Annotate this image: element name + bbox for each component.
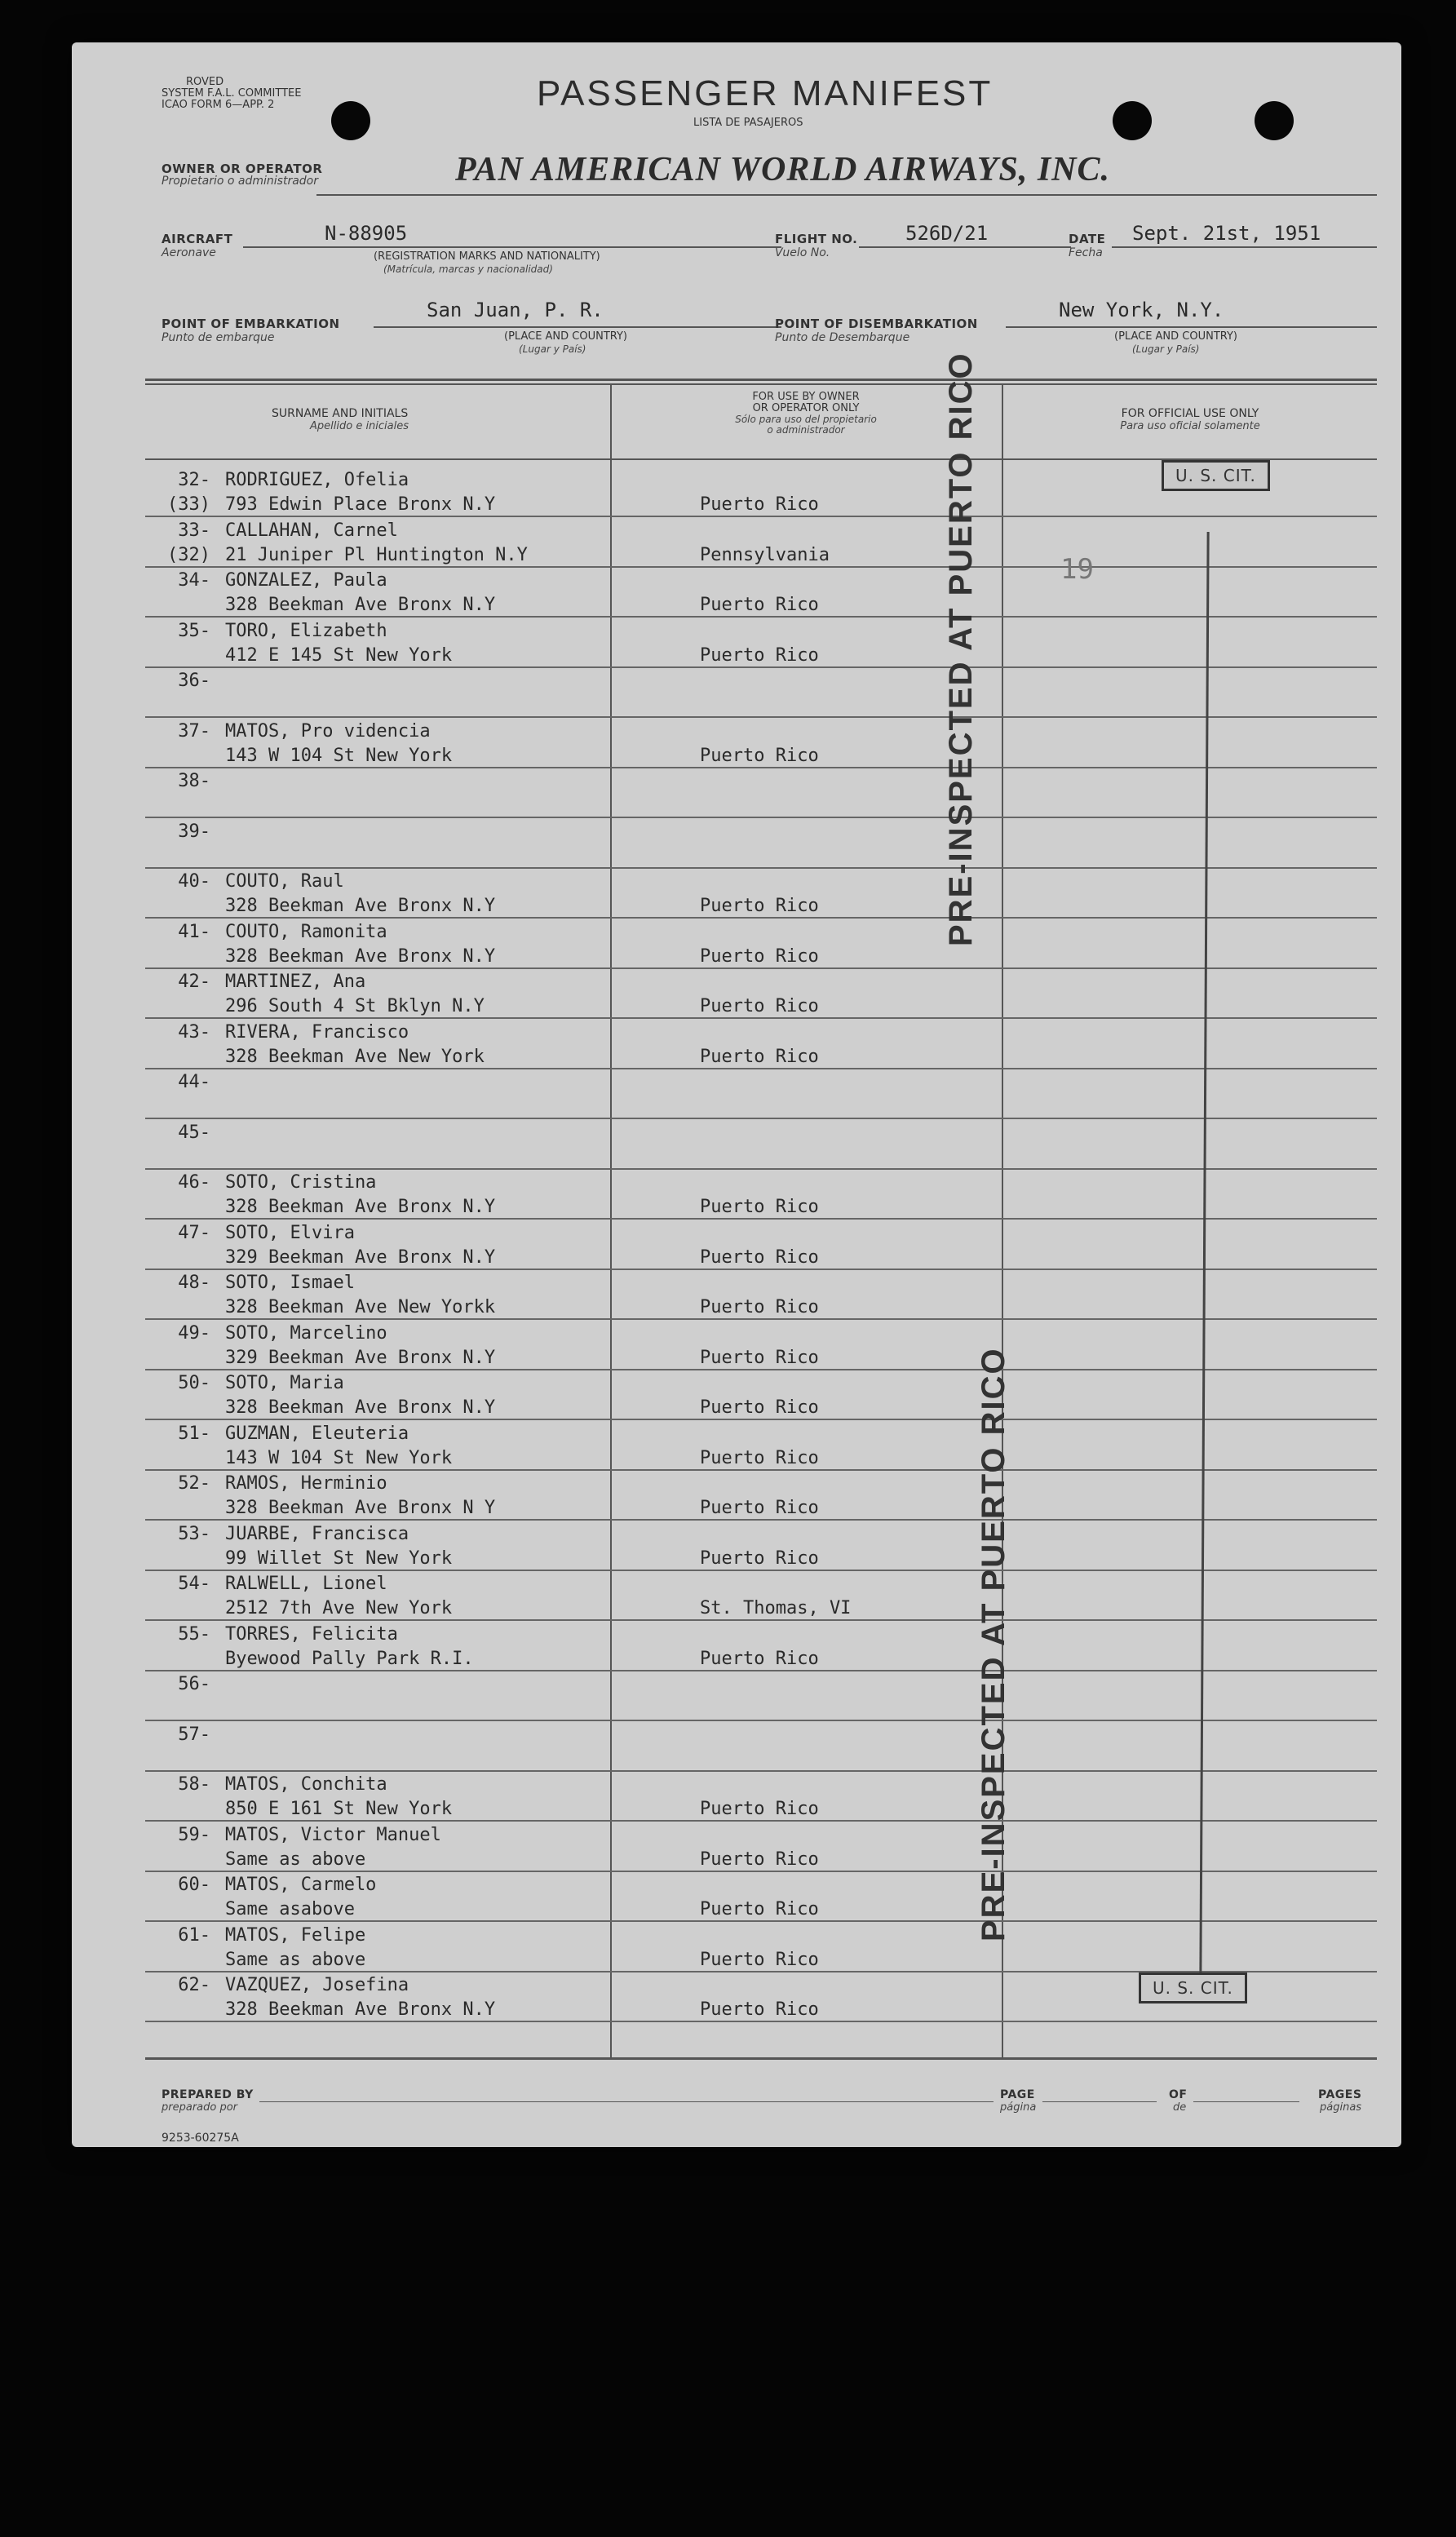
row-number: 35- [178,620,210,641]
row-rule [145,1318,1377,1320]
passenger-name: MATOS, Conchita [225,1774,387,1795]
us-citizen-stamp-bottom: U. S. CIT. [1139,1972,1247,2003]
passenger-name: RODRIGUEZ, Ofelia [225,470,409,490]
passenger-origin: Puerto Rico [700,494,819,515]
date-underline [1112,246,1377,248]
row-number: 60- [178,1875,210,1895]
row-number: 36- [178,671,210,691]
passenger-name: MATOS, Felipe [225,1924,366,1946]
row-number: 61- [178,1924,210,1946]
passenger-origin: Puerto Rico [700,1547,819,1569]
embark-label-es: Punto de embarque [162,331,275,344]
airline-name: PAN AMERICAN WORLD AIRWAYS, INC. [455,151,1111,188]
passenger-address: 329 Beekman Ave Bronx N.Y [225,1347,496,1368]
row-number: 53- [178,1523,210,1544]
passenger-address: 412 E 145 St New York [225,644,453,666]
form-code: 9253-60275A [162,2132,239,2145]
page-label-es: página [1000,2101,1037,2114]
embark-caption-es: (Lugar y País) [519,343,586,355]
embark-underline [374,326,781,328]
aircraft-caption: (REGISTRATION MARKS AND NATIONALITY) [374,250,600,263]
preinspected-stamp-1: PRE-INSPECTED AT PUERTO RICO [943,352,979,946]
passenger-address: 328 Beekman Ave Bronx N.Y [225,1397,496,1418]
official-tick-line [1199,532,1209,1976]
row-number: 32- [178,470,210,490]
row-rule [145,1519,1377,1521]
pages-label-es: páginas [1320,2101,1362,2114]
passenger-address: Same as above [225,1849,366,1870]
row-number: 33- [178,520,210,541]
page-underline [1042,2101,1157,2102]
passenger-address: 328 Beekman Ave Bronx N.Y [225,1999,496,2020]
table-top-rule-1 [145,379,1377,381]
passenger-origin: Puerto Rico [700,1498,819,1518]
embark-caption: (PLACE AND COUNTRY) [504,330,628,343]
passenger-address: 2512 7th Ave New York [225,1598,453,1618]
passenger-name: MATOS, Pro videncia [225,720,431,742]
passenger-address: Byewood Pally Park R.I. [225,1648,474,1669]
passenger-address: 328 Beekman Ave New Yorkk [225,1297,496,1317]
row-rule [145,1068,1377,1069]
row-rule [145,1218,1377,1220]
row-rule [145,867,1377,869]
row-rule [145,1017,1377,1019]
owner-label-es: Propietario o administrador [162,175,318,188]
row-rule [145,1920,1377,1922]
passenger-origin: Puerto Rico [700,1197,819,1217]
of-underline [1193,2101,1299,2102]
passenger-name: SOTO, Cristina [225,1172,377,1193]
row-rule [145,817,1377,818]
prepared-by-label: PREPARED BY [162,2088,254,2101]
passenger-address: 328 Beekman Ave Bronx N.Y [225,1197,496,1217]
manifest-sheet [72,42,1401,2147]
of-label: OF [1169,2088,1188,2101]
row-number: 51- [178,1423,210,1444]
passenger-name: RIVERA, Francisco [225,1021,409,1043]
row-rule [145,1469,1377,1471]
approval-line2: SYSTEM F.A.L. COMMITTEE [162,87,302,100]
passenger-name: MATOS, Victor Manuel [225,1824,441,1845]
row-number: 44- [178,1072,210,1092]
punch-hole-right-2 [1255,101,1294,140]
table-top-rule-2 [145,383,1377,385]
passenger-name: TORRES, Felicita [225,1623,398,1645]
embark-label: POINT OF EMBARKATION [162,317,340,331]
disembark-caption-es: (Lugar y País) [1132,343,1200,355]
passenger-name: RAMOS, Herminio [225,1473,387,1494]
us-citizen-stamp-top: U. S. CIT. [1162,460,1270,491]
row-number: 54- [178,1574,210,1594]
row-number: 47- [178,1222,210,1243]
row-number: 49- [178,1322,210,1344]
date-value: Sept. 21st, 1951 [1132,222,1321,245]
row-number: 48- [178,1273,210,1293]
row-rule [145,917,1377,919]
passenger-origin: Puerto Rico [700,1246,819,1268]
passenger-name: JUARBE, Francisca [225,1523,409,1544]
passenger-origin: Puerto Rico [700,996,819,1016]
passenger-origin: Puerto Rico [700,945,819,967]
passenger-origin: Puerto Rico [700,1999,819,2020]
passenger-name: SOTO, Ismael [225,1273,355,1293]
row-rule [145,1619,1377,1621]
passenger-name: GONZALEZ, Paula [225,570,387,591]
date-label-es: Fecha [1069,246,1103,259]
row-rule [145,1168,1377,1170]
col3-title-es: Para uso oficial solamente [1120,420,1260,432]
row-rule [145,1720,1377,1721]
row-number: 55- [178,1623,210,1645]
passenger-origin: Puerto Rico [700,1899,819,1919]
passenger-address: 99 Willet St New York [225,1547,453,1569]
passenger-address: 328 Beekman Ave Bronx N Y [225,1498,496,1518]
preinspected-stamp-2: PRE-INSPECTED AT PUERTO RICO [976,1347,1011,1941]
row-number: 37- [178,720,210,742]
manifest-title: PASSENGER MANIFEST [537,73,994,113]
passenger-address: 793 Edwin Place Bronx N.Y [225,494,496,515]
row-number: 34- [178,570,210,591]
passenger-name: COUTO, Ramonita [225,921,387,942]
passenger-origin: Puerto Rico [700,644,819,666]
disembark-label: POINT OF DISEMBARKATION [775,317,978,331]
manifest-title-es: LISTA DE PASAJEROS [693,117,803,129]
row-rule [145,1770,1377,1772]
row-number: 43- [178,1021,210,1043]
col1-title: SURNAME AND INITIALS [272,407,409,420]
col2-line2: OR OPERATOR ONLY [752,402,860,414]
passenger-origin: Puerto Rico [700,1397,819,1418]
official-count: 19 [1060,553,1094,586]
passenger-origin: Puerto Rico [700,896,819,916]
row-rule [145,1820,1377,1822]
passenger-address: 329 Beekman Ave Bronx N.Y [225,1246,496,1268]
row-number: 62- [178,1975,210,1995]
flight-value: 526D/21 [905,222,989,245]
col2-line1: FOR USE BY OWNER [752,391,860,403]
row-rule [145,1570,1377,1571]
punch-hole-right-1 [1113,101,1152,140]
row-rule [145,1670,1377,1671]
passenger-name: VAZQUEZ, Josefina [225,1975,409,1995]
col2-line4: o administrador [767,424,845,436]
approval-line1: ROVED [186,76,224,88]
passenger-name: SOTO, Elvira [225,1222,355,1243]
passenger-origin: Puerto Rico [700,1799,819,1819]
passenger-origin: Puerto Rico [700,595,819,615]
disembark-caption: (PLACE AND COUNTRY) [1114,330,1238,343]
row-number: 42- [178,972,210,992]
row-rule [145,716,1377,718]
row-alt-number: (33) [167,494,210,515]
passenger-address: 296 South 4 St Bklyn N.Y [225,996,485,1016]
row-number: 46- [178,1172,210,1193]
passenger-origin: Pennsylvania [700,544,830,565]
flight-label-es: Vuelo No. [775,246,830,259]
disembark-value: New York, N.Y. [1059,299,1224,321]
passenger-origin: Puerto Rico [700,1949,819,1970]
col2-line3: Sólo para uso del propietario [735,414,877,425]
passenger-address: 328 Beekman Ave New York [225,1046,485,1067]
prepared-by-label-es: preparado por [162,2101,238,2114]
passenger-address: 328 Beekman Ave Bronx N.Y [225,896,496,916]
passenger-address: Same asabove [225,1899,355,1919]
row-alt-number: (32) [167,544,210,565]
passenger-origin: Puerto Rico [700,1347,819,1368]
passenger-origin: Puerto Rico [700,1046,819,1067]
row-rule [145,967,1377,969]
row-number: 59- [178,1824,210,1845]
date-label: DATE [1069,232,1106,246]
passenger-name: MATOS, Carmelo [225,1875,377,1895]
row-rule [145,616,1377,618]
page-label: PAGE [1000,2088,1035,2101]
approval-block [162,77,301,111]
row-number: 38- [178,771,210,791]
aircraft-underline [243,246,781,248]
passenger-name: COUTO, Raul [225,871,344,892]
flight-underline [859,246,1071,248]
aircraft-value: N-88905 [325,222,408,245]
passenger-address: 328 Beekman Ave Bronx N.Y [225,595,496,615]
passenger-address: 328 Beekman Ave Bronx N.Y [225,945,496,967]
owner-underline [316,194,1377,196]
aircraft-label: AIRCRAFT [162,232,233,246]
row-rule [145,666,1377,668]
passenger-origin: Puerto Rico [700,745,819,766]
passenger-name: GUZMAN, Eleuteria [225,1423,409,1444]
passenger-origin: St. Thomas, VI [700,1598,852,1618]
approval-line3: ICAO FORM 6—APP. 2 [162,99,275,111]
passenger-name: RALWELL, Lionel [225,1574,387,1594]
aircraft-label-es: Aeronave [162,246,216,259]
passenger-address: 21 Juniper Pl Huntington N.Y [225,544,528,565]
col3-title: FOR OFFICIAL USE ONLY [1121,407,1259,420]
row-number: 45- [178,1122,210,1143]
row-rule [145,516,1377,517]
row-rule [145,566,1377,568]
col1-title-es: Apellido e iniciales [310,420,409,432]
passenger-origin: Puerto Rico [700,1297,819,1317]
row-number: 39- [178,821,210,842]
pages-label: PAGES [1318,2088,1362,2101]
row-rule [145,2021,1377,2022]
row-rule [145,1369,1377,1370]
prepared-by-underline [259,2101,994,2102]
row-rule [145,1118,1377,1119]
row-rule [145,1268,1377,1270]
column-divider-1 [610,383,612,2060]
passenger-origin: Puerto Rico [700,1648,819,1669]
passenger-name: SOTO, Marcelino [225,1322,387,1344]
passenger-address: 850 E 161 St New York [225,1799,453,1819]
passenger-origin: Puerto Rico [700,1447,819,1468]
passenger-name: SOTO, Maria [225,1373,344,1393]
row-number: 52- [178,1473,210,1494]
passenger-origin: Puerto Rico [700,1849,819,1870]
passenger-address: Same as above [225,1949,366,1970]
row-rule [145,767,1377,768]
of-label-es: de [1173,2101,1187,2114]
flight-label: FLIGHT NO. [775,232,858,246]
row-number: 56- [178,1674,210,1694]
table-bottom-rule [145,2057,1377,2060]
aircraft-caption-es: (Matrícula, marcas y nacionalidad) [383,263,553,275]
owner-label: OWNER OR OPERATOR [162,162,323,176]
embark-value: San Juan, P. R. [427,299,604,321]
row-rule [145,1419,1377,1420]
passenger-name: CALLAHAN, Carnel [225,520,398,541]
disembark-label-es: Punto de Desembarque [775,331,910,344]
punch-hole-left [331,101,370,140]
row-number: 50- [178,1373,210,1393]
passenger-name: MARTINEZ, Ana [225,972,366,992]
row-number: 41- [178,921,210,942]
row-number: 40- [178,871,210,892]
passenger-name: TORO, Elizabeth [225,620,387,641]
passenger-address: 143 W 104 St New York [225,1447,453,1468]
row-number: 58- [178,1774,210,1795]
row-rule [145,1871,1377,1872]
disembark-underline [1006,326,1377,328]
row-number: 57- [178,1724,210,1745]
passenger-address: 143 W 104 St New York [225,745,453,766]
